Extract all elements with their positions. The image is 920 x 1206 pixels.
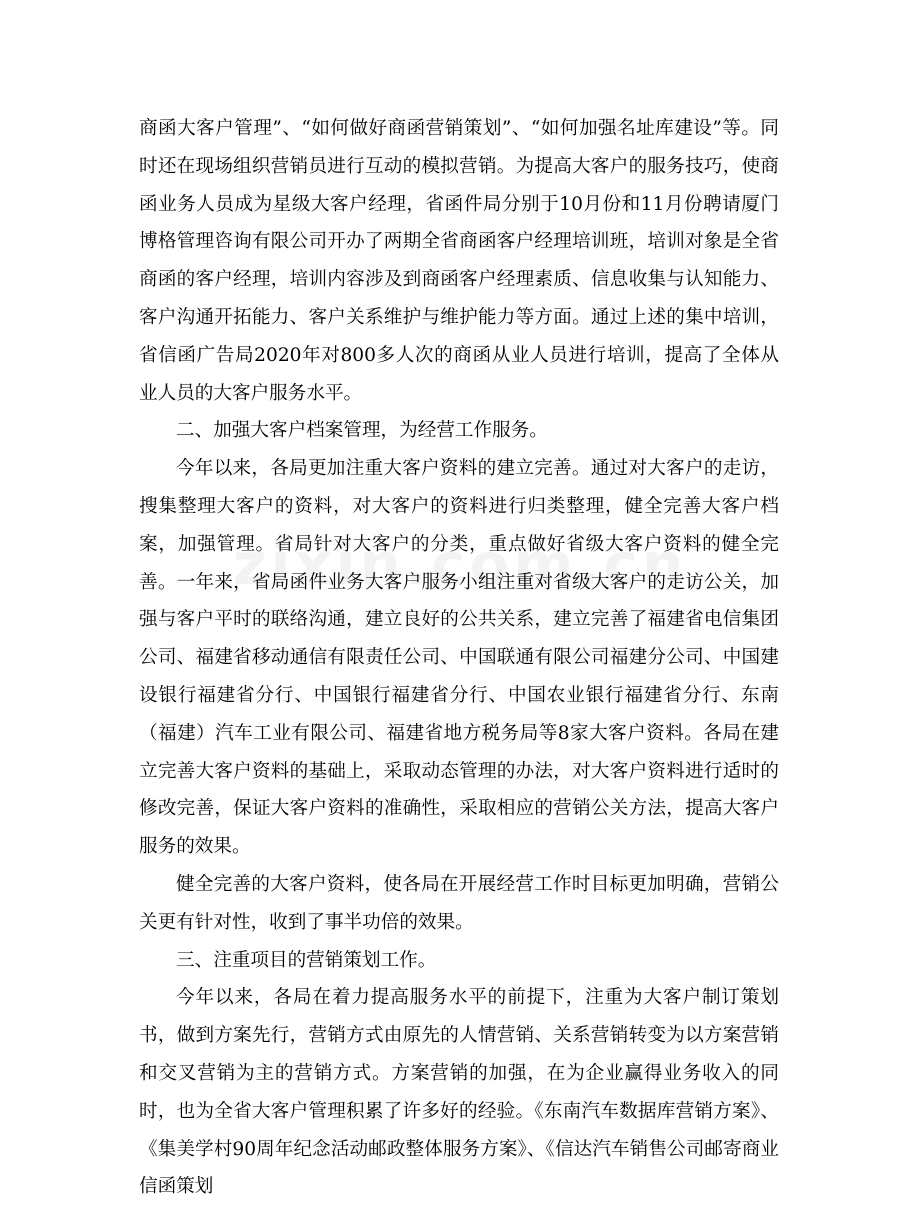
section-heading-marketing-planning: 三、注重项目的营销策划工作。 [176,949,437,971]
section-heading-customer-archives: 二、加强大客户档案管理，为经营工作服务。 [176,420,548,442]
paragraph-marketing-planning: 今年以来，各局在着力提高服务水平的前提下，注重为大客户制订策划书，做到方案先行，营销方式由原先的人情营销、关系营销转变为以方案营销和交叉营销为主的营销方式。方案营销的加强，在为企业赢得业务收入的同时，也为全省大客户管理积累了许多好的经验。《东南汽车数据库营销方案》、《集美学村90周年纪念活动邮政整体服务方案》、《信达汽车销售公司邮寄商业信函策划 [139,987,779,1198]
paragraph-training-summary: 商函大客户管理”、“如何做好商函营销策划”、“如何加强名址库建设”等。同时还在现场组织营销员进行互动的模拟营销。为提高大客户的服务技巧，使商函业务人员成为星级大客户经理，省函件局分别于10月份和11月份聘请厦门博格管理咨询有限公司开办了两期全省商函客户经理培训班，培训对象是全省商函的客户经理，培训内容涉及到商函客户经理素质、信息收集与认知能力、客户沟通开拓能力、客户关系维护与维护能力等方面。通过上述的集中培训，省信函广告局2020年对800多人次的商函从业人员进行培训，提高了全体从业人员的大客户服务水平。 [139,118,779,404]
paragraph-archives-effect: 健全完善的大客户资料，使各局在开展经营工作时目标更加明确，营销公关更有针对性，收到了事半功倍的效果。 [139,873,779,933]
paragraph-customer-archives: 今年以来，各局更加注重大客户资料的建立完善。通过对大客户的走访，搜集整理大客户的资料，对大客户的资料进行归类整理，健全完善大客户档案，加强管理。省局针对大客户的分类，重点做好省级大客户资料的健全完善。一年来，省局函件业务大客户服务小组注重对省级大客户的走访公关，加强与客户平时的联络沟通，建立良好的公共关系，建立完善了福建省电信集团公司、福建省移动通信有限责任公司、中国联通有限公司福建分公司、中国建设银行福建省分行、中国银行福建省分行、中国农业银行福建省分行、东南（福建）汽车工业有限公司、福建省地方税务局等8家大客户资料。各局在建立完善大客户资料的基础上，采取动态管理的办法，对大客户资料进行适时的修改完善，保证大客户资料的准确性，采取相应的营销公关方法，提高大客户服务的效果。 [139,458,779,858]
document-body [139,110,779,1206]
